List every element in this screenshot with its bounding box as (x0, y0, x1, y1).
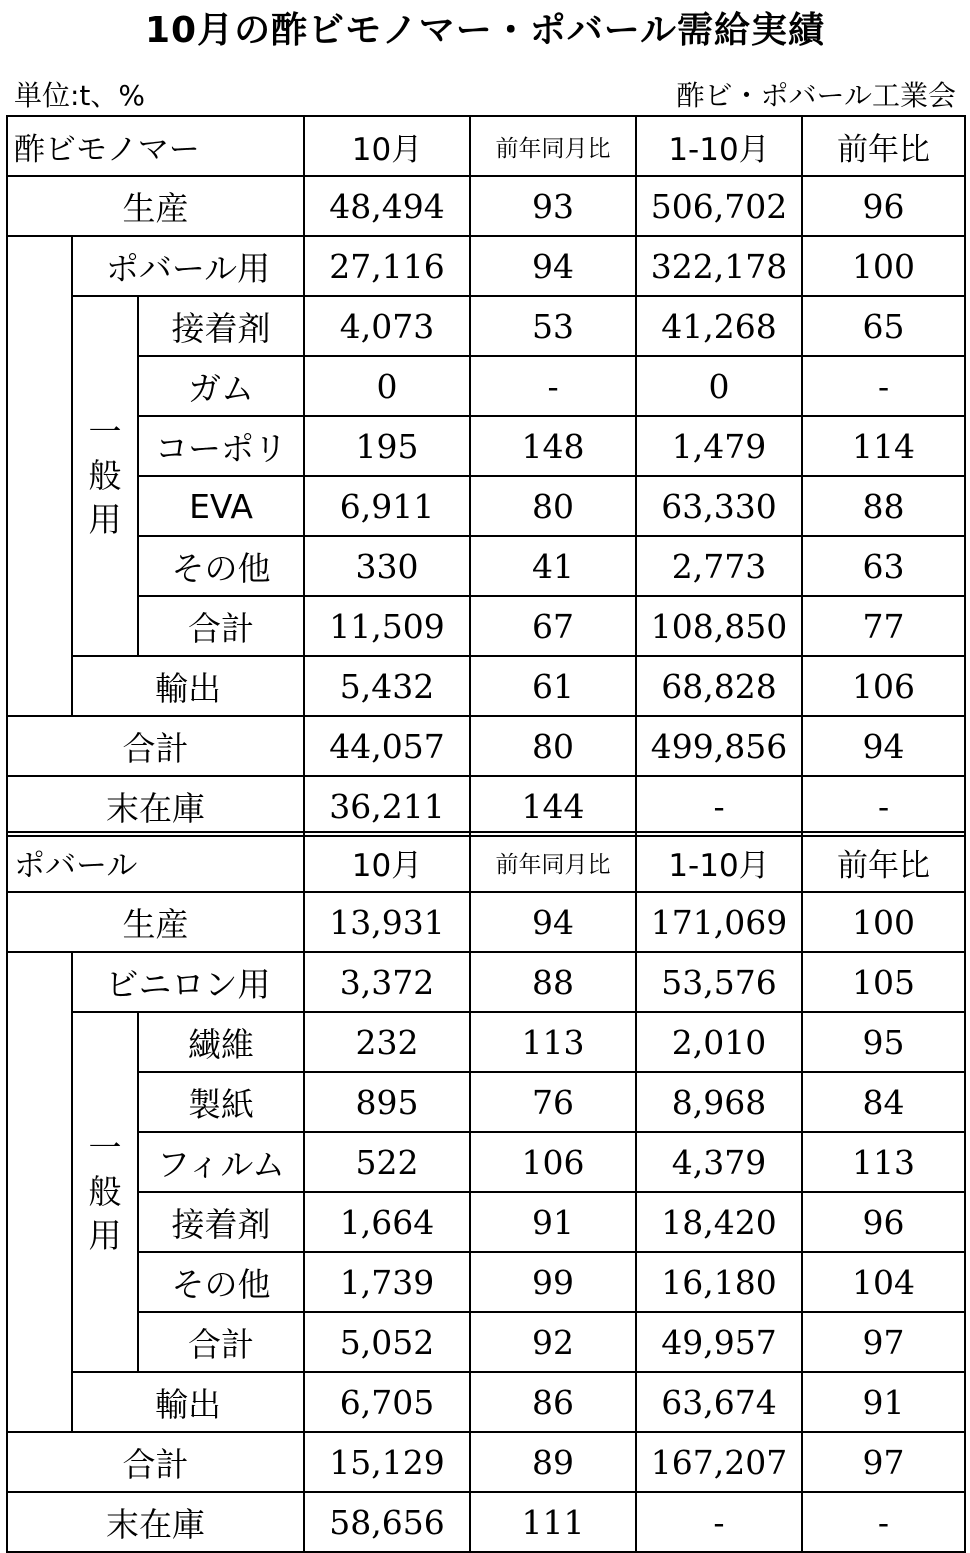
cell-value: 232 (304, 1012, 470, 1072)
cell-value: 88 (802, 476, 965, 536)
cell-value: 92 (470, 1312, 636, 1372)
table-row (7, 952, 965, 1012)
source-label: 酢ビ・ポバール工業会 (676, 79, 956, 112)
cell-value: 11,509 (304, 596, 470, 656)
row-label: 合計 (7, 716, 304, 776)
general-use-label (72, 1012, 138, 1372)
cell-value: 6,705 (304, 1372, 470, 1432)
row-label: EVA (138, 476, 304, 536)
cell-value: 99 (470, 1252, 636, 1312)
cell-value: 106 (470, 1132, 636, 1192)
cell-value: 2,010 (636, 1012, 802, 1072)
table-row (7, 892, 965, 952)
row-label: 末在庫 (7, 776, 304, 836)
cell-value: 84 (802, 1072, 965, 1132)
cell-value: 148 (470, 416, 636, 476)
table-row (7, 476, 965, 536)
cell-value: 144 (470, 776, 636, 836)
cell-value: 106 (802, 656, 965, 716)
cell-value: 167,207 (636, 1432, 802, 1492)
cell-value: 41 (470, 536, 636, 596)
cell-value: 89 (470, 1432, 636, 1492)
cell-value: 15,129 (304, 1432, 470, 1492)
cell-value: 18,420 (636, 1192, 802, 1252)
general-use-char: 般 (88, 456, 122, 495)
cell-value: 48,494 (304, 176, 470, 236)
row-label: 生産 (7, 892, 304, 952)
table-row (7, 1132, 965, 1192)
table-row (7, 236, 965, 296)
header-yoy: 前年比 (802, 832, 965, 892)
table-header-row (7, 832, 965, 892)
header-yoy-month: 前年同月比 (470, 116, 636, 176)
cell-value: 93 (470, 176, 636, 236)
cell-value: 108,850 (636, 596, 802, 656)
table-row (7, 716, 965, 776)
cell-value: 80 (470, 716, 636, 776)
pvoh-table (6, 831, 966, 1553)
cell-value: 63 (802, 536, 965, 596)
row-label: 合計 (138, 1312, 304, 1372)
cell-value: 61 (470, 656, 636, 716)
cell-value: 330 (304, 536, 470, 596)
general-use-char: 用 (88, 500, 122, 539)
cell-value: 94 (470, 236, 636, 296)
unit-label: 単位:t、% (14, 79, 146, 112)
table-header-row (7, 116, 965, 176)
cell-value: 5,432 (304, 656, 470, 716)
table-row (7, 776, 965, 836)
header-yoy-month: 前年同月比 (470, 832, 636, 892)
cell-value: - (802, 356, 965, 416)
table-section-title: 酢ビモノマー (7, 116, 304, 176)
table-row (7, 296, 965, 356)
cell-value: 322,178 (636, 236, 802, 296)
cell-value: 63,674 (636, 1372, 802, 1432)
cell-value: 499,856 (636, 716, 802, 776)
cell-value: 1,479 (636, 416, 802, 476)
table-row (7, 596, 965, 656)
cell-value: 114 (802, 416, 965, 476)
table-row (7, 416, 965, 476)
cell-value: 49,957 (636, 1312, 802, 1372)
row-label: フィルム (138, 1132, 304, 1192)
cell-value: 113 (470, 1012, 636, 1072)
cell-value: 27,116 (304, 236, 470, 296)
table-row (7, 356, 965, 416)
cell-value: 171,069 (636, 892, 802, 952)
general-use-label (72, 296, 138, 656)
cell-value: 100 (802, 236, 965, 296)
cell-value: 76 (470, 1072, 636, 1132)
cell-value: 88 (470, 952, 636, 1012)
cell-value: - (802, 1492, 965, 1552)
cell-value: 1,664 (304, 1192, 470, 1252)
row-label: ガム (138, 356, 304, 416)
cell-value: 16,180 (636, 1252, 802, 1312)
row-label: 繊維 (138, 1012, 304, 1072)
cell-value: 77 (802, 596, 965, 656)
indent-spacer (7, 952, 72, 1432)
table-row (7, 1072, 965, 1132)
row-label: 接着剤 (138, 1192, 304, 1252)
cell-value: 96 (802, 176, 965, 236)
cell-value: 94 (802, 716, 965, 776)
cell-value: 111 (470, 1492, 636, 1552)
cell-value: 8,968 (636, 1072, 802, 1132)
cell-value: 4,379 (636, 1132, 802, 1192)
row-label: 接着剤 (138, 296, 304, 356)
cell-value: 113 (802, 1132, 965, 1192)
indent-spacer (7, 236, 72, 716)
cell-value: 91 (802, 1372, 965, 1432)
cell-value: 97 (802, 1312, 965, 1372)
cell-value: 13,931 (304, 892, 470, 952)
row-label: コーポリ (138, 416, 304, 476)
cell-value: 2,773 (636, 536, 802, 596)
cell-value: 86 (470, 1372, 636, 1432)
vam-table (6, 115, 966, 837)
row-label: その他 (138, 536, 304, 596)
general-use-char: 般 (88, 1172, 122, 1211)
header-ytd: 1-10月 (636, 116, 802, 176)
cell-value: 80 (470, 476, 636, 536)
cell-value: 58,656 (304, 1492, 470, 1552)
header-month: 10月 (304, 116, 470, 176)
row-label: ポバール用 (72, 236, 304, 296)
cell-value: 105 (802, 952, 965, 1012)
cell-value: 95 (802, 1012, 965, 1072)
cell-value: 41,268 (636, 296, 802, 356)
row-label: 輸出 (72, 1372, 304, 1432)
table-row (7, 176, 965, 236)
row-label: その他 (138, 1252, 304, 1312)
table-row (7, 656, 965, 716)
header-month: 10月 (304, 832, 470, 892)
cell-value: 6,911 (304, 476, 470, 536)
table-section-title: ポバール (7, 832, 304, 892)
cell-value: 94 (470, 892, 636, 952)
cell-value: 895 (304, 1072, 470, 1132)
cell-value: 65 (802, 296, 965, 356)
cell-value: - (636, 1492, 802, 1552)
table-row (7, 1312, 965, 1372)
cell-value: 63,330 (636, 476, 802, 536)
cell-value: 53,576 (636, 952, 802, 1012)
cell-value: 91 (470, 1192, 636, 1252)
table-row (7, 1252, 965, 1312)
general-use-char: 一 (88, 1128, 122, 1167)
cell-value: 506,702 (636, 176, 802, 236)
cell-value: 0 (636, 356, 802, 416)
cell-value: - (470, 356, 636, 416)
row-label: ビニロン用 (72, 952, 304, 1012)
table-row (7, 1192, 965, 1252)
cell-value: 104 (802, 1252, 965, 1312)
cell-value: 0 (304, 356, 470, 416)
cell-value: 53 (470, 296, 636, 356)
header-ytd: 1-10月 (636, 832, 802, 892)
table-row (7, 1432, 965, 1492)
cell-value: 5,052 (304, 1312, 470, 1372)
general-use-char: 用 (88, 1216, 122, 1255)
general-use-char: 一 (88, 412, 122, 451)
cell-value: 4,073 (304, 296, 470, 356)
table-row (7, 1012, 965, 1072)
row-label: 合計 (138, 596, 304, 656)
row-label: 生産 (7, 176, 304, 236)
cell-value: 3,372 (304, 952, 470, 1012)
cell-value: 44,057 (304, 716, 470, 776)
cell-value: - (636, 776, 802, 836)
cell-value: 1,739 (304, 1252, 470, 1312)
row-label: 合計 (7, 1432, 304, 1492)
table-row (7, 536, 965, 596)
cell-value: 96 (802, 1192, 965, 1252)
row-label: 末在庫 (7, 1492, 304, 1552)
row-label: 製紙 (138, 1072, 304, 1132)
cell-value: 36,211 (304, 776, 470, 836)
header-yoy: 前年比 (802, 116, 965, 176)
cell-value: 522 (304, 1132, 470, 1192)
table-row (7, 1372, 965, 1432)
cell-value: - (802, 776, 965, 836)
cell-value: 68,828 (636, 656, 802, 716)
cell-value: 67 (470, 596, 636, 656)
page-title: 10月の酢ビモノマー・ポバール需給実績 (144, 10, 826, 51)
cell-value: 100 (802, 892, 965, 952)
cell-value: 195 (304, 416, 470, 476)
row-label: 輸出 (72, 656, 304, 716)
cell-value: 97 (802, 1432, 965, 1492)
table-row (7, 1492, 965, 1552)
